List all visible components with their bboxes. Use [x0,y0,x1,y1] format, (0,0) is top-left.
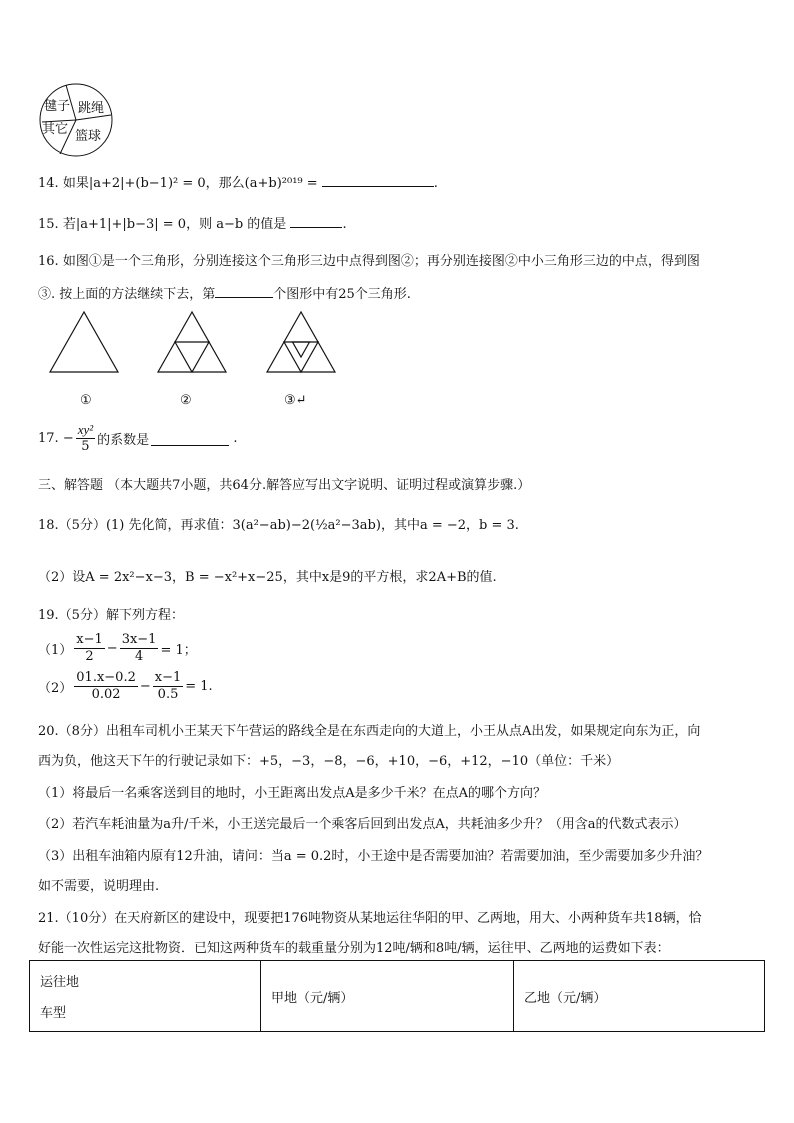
figure-label: ① [80,393,92,408]
numerator: x−1 [76,632,103,647]
denominator: 4 [134,649,144,664]
equation-tail: = 1. [185,679,213,694]
pie-label: 毽子 [44,99,71,114]
question-text: 若|a+1|+|b−3| = 0，则 a−b 的值是 [62,217,287,232]
numerator: xy² [77,422,94,437]
question-20-line: （1）将最后一名乘客送到目的地时，小王距离出发点A是多少千米？在点A的哪个方向？ [38,786,547,801]
figure-label: ② [180,393,192,408]
denominator: 0.02 [91,687,121,702]
fraction [74,670,138,703]
question-number: 16. [38,254,59,269]
question-20-line: （3）出租车油箱内原有12升油，请问：当a = 0.2时，小王途中是否需要加油？若需要加油，至少需要加多少升油？ [38,849,709,864]
question-18-part1: 18.（5分）(1) 先化简，再求值：3(a²−ab)−2(½a²−3ab)，其中a = −2，b = 3. [38,518,519,533]
denominator: 5 [81,439,90,454]
corner-top-label: 运往地 [40,975,80,990]
table-row [30,961,765,1032]
equation-tag: （1） [38,643,73,658]
question-16-line1 [38,250,700,269]
triangle-2 [158,312,226,372]
period: . [233,431,238,446]
question-20-line: 如不需要，说明理由. [38,879,160,894]
question-number: 17. [38,431,59,446]
question-text: 的系数是 [97,433,150,448]
answer-blank[interactable] [151,431,229,446]
figure-label: ③↵ [284,393,307,408]
answer-blank[interactable] [215,283,273,298]
question-19-head: 19.（5分）解下列方程： [38,608,184,623]
question-21-line: 21.（10分）在天府新区的建设中，现要把176吨物资从某地运往华阳的甲、乙两地，用大、小两种货车共18辆，恰 [38,911,702,926]
question-text: 如图①是一个三角形，分别连接这个三角形三边中点得到图②；再分别连接图②中小三角形三边的中点，得到图 [62,254,700,269]
question-15 [38,213,347,232]
pie-label: 篮球 [75,129,102,144]
question-text: 个图形中有25个三角形. [273,287,411,302]
triangle-1 [50,312,118,372]
numerator: 01.x−0.2 [76,670,136,685]
question-17: 17. − $\frac{\text{xy²}}{5}$ 的系数是 . [38,422,238,454]
question-14 [38,172,438,191]
period: . [342,217,347,232]
equation-1: （1） $\frac{x-1}{2}$ − $\frac{3x-1}{4}$ = 1； [38,632,197,664]
numerator: 3x−1 [121,632,157,647]
fraction [153,670,184,703]
question-text: 如果|a+2|+(b−1)² = 0，那么(a+b)²⁰¹⁹ = [62,176,318,191]
denominator: 0.5 [157,687,179,702]
question-20-line: 西为负，他这天下午的行驶记录如下：+5，−3，−8，−6，+10，−6，+12，−10（单位：千米） [38,754,620,769]
table-corner-cell [30,961,261,1032]
fraction [74,632,105,665]
question-text: ③. 按上面的方法继续下去，第 [38,287,216,302]
numerator: x−1 [154,670,182,685]
fraction [76,422,95,455]
question-20-line: 20.（8分）出租车司机小王某天下午营运的路线全是在东西走向的大道上，小王从点A出发，如果规定向东为正，向 [38,724,701,739]
answer-blank[interactable] [322,172,434,187]
freight-table [29,960,765,1032]
corner-bottom-label: 车型 [40,1006,67,1021]
triangle-figures [40,308,350,380]
fraction [120,632,159,665]
table-header-cell: 甲地（元/辆） [261,961,514,1032]
section-heading: 三、解答题 （本大题共7小题，共64分.解答应写出文字说明、证明过程或演算步骤.） [38,478,531,493]
table-header-cell: 乙地（元/辆） [514,961,765,1032]
question-20-line: （2）若汽车耗油量为a升/千米，小王送完最后一个乘客后回到出发点A，共耗油多少升？（用含a的代数式表示） [38,817,687,832]
pie-label: 跳绳 [78,101,105,116]
equation-2: （2） $\frac{01.x-0.2}{0.02}$ − $\frac{x-1}{0.5}$ = 1. [38,670,213,702]
question-16-line2 [38,283,411,302]
period: . [433,176,438,191]
answer-blank[interactable] [290,213,342,228]
question-18-part2: （2）设A = 2x²−x−3，B = −x²+x−25，其中x是9的平方根，求2A+B的值. [38,570,497,585]
equation-tail: = 1； [160,643,197,658]
triangle-3 [267,312,335,372]
question-number: 14. [38,176,59,191]
denominator: 2 [85,649,94,664]
pie-label: 其它 [42,122,69,137]
question-number: 15. [38,217,59,232]
question-21-line: 好能一次性运完这批物资．已知这两种货车的载重量分别为12吨/辆和8吨/辆，运往甲、乙两地的运费如下表： [38,941,670,956]
equation-tag: （2） [38,681,73,696]
